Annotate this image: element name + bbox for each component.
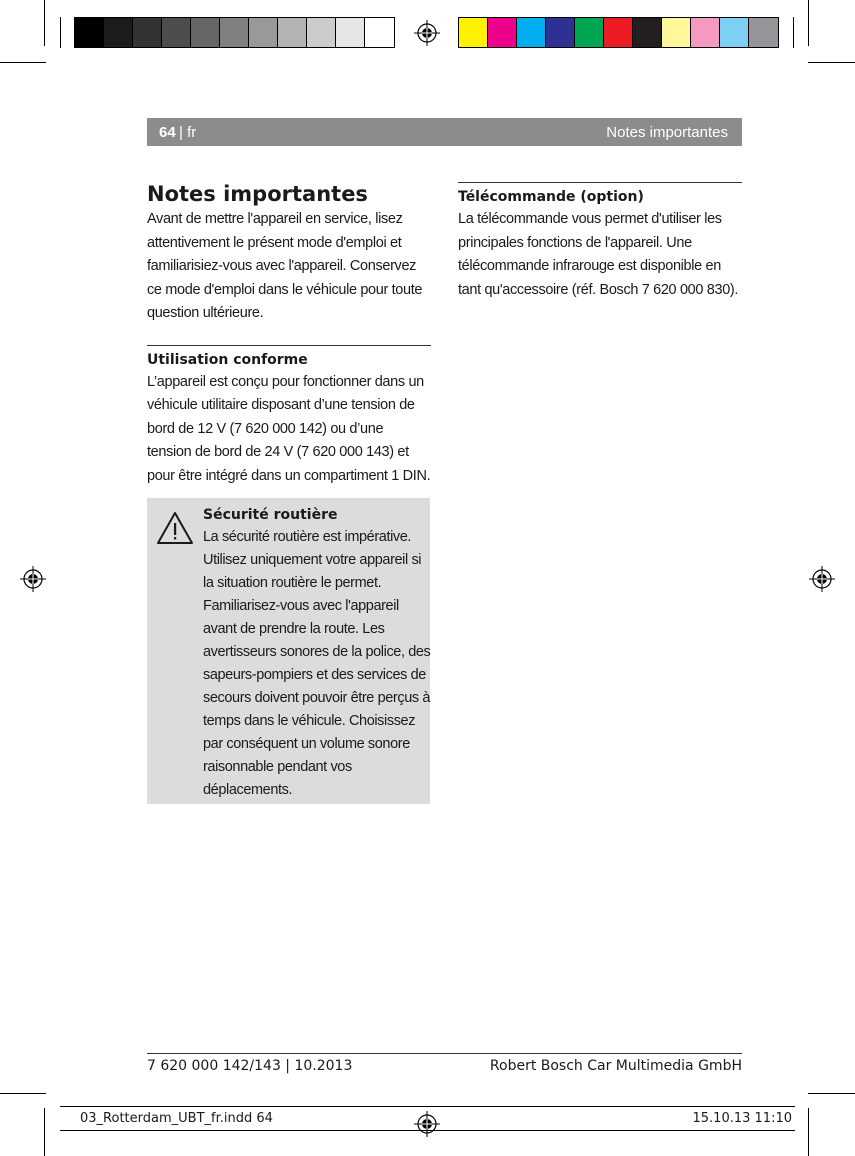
color-swatch xyxy=(459,18,488,47)
section-divider xyxy=(458,182,742,183)
footer-divider xyxy=(147,1053,742,1054)
slug-datetime: 15.10.13 11:10 xyxy=(692,1111,792,1126)
crop-mark xyxy=(0,62,46,63)
crop-mark xyxy=(0,1093,46,1094)
crop-mark xyxy=(808,1108,809,1156)
warning-text: La sécurité routière est impérative. Utilisez uniquement votre appareil si la situation routière le permet. Familiarisez-vous avec l'appareil avant de prendre la route. Les avertisseurs sonores de la police, des sapeurs-pompiers et des services de secours doivent pouvoir être perçus à temps dans le véhicule. Choisissez par conséquent un volume sonore raisonnable pendant vos déplacements. xyxy=(203,529,431,798)
crop-mark xyxy=(44,1108,45,1156)
color-swatch xyxy=(662,18,691,47)
color-swatch xyxy=(575,18,604,47)
color-swatch xyxy=(691,18,720,47)
color-swatch xyxy=(162,18,191,47)
page-number: 64 xyxy=(159,124,176,141)
warning-content xyxy=(203,504,433,802)
warning-title: Sécurité routière xyxy=(203,507,338,523)
page-header xyxy=(147,118,742,146)
page-title: Notes importantes xyxy=(147,182,368,206)
color-swatch xyxy=(191,18,220,47)
crop-mark xyxy=(60,17,61,48)
color-swatch xyxy=(749,18,778,47)
crop-mark xyxy=(808,1093,855,1094)
right-column xyxy=(458,182,742,302)
color-swatch xyxy=(249,18,278,47)
color-swatch xyxy=(278,18,307,47)
crop-mark xyxy=(808,0,809,46)
warning-triangle-icon xyxy=(155,510,195,546)
section-divider xyxy=(147,345,431,346)
color-swatch xyxy=(307,18,336,47)
color-swatch xyxy=(604,18,633,47)
color-swatch xyxy=(220,18,249,47)
crop-mark xyxy=(793,17,794,48)
gray-calibration-bar xyxy=(74,17,395,48)
color-calibration-bar xyxy=(458,17,779,48)
header-section-title: Notes importantes xyxy=(606,124,728,141)
registration-mark-icon xyxy=(20,566,46,592)
color-swatch xyxy=(75,18,104,47)
footer-company: Robert Bosch Car Multimedia GmbH xyxy=(489,1058,742,1074)
intro-paragraph: Avant de mettre l'appareil en service, lisez attentivement le présent mode d'emploi et familiarisiez-vous avec l'appareil. Conservez ce mode d'emploi dans le véhicule pour toute question ultérieure. xyxy=(147,211,423,321)
color-swatch xyxy=(336,18,365,47)
color-swatch xyxy=(546,18,575,47)
color-swatch xyxy=(104,18,133,47)
usage-heading: Utilisation conforme xyxy=(147,351,308,368)
color-swatch xyxy=(365,18,394,47)
color-swatch xyxy=(720,18,749,47)
color-swatch xyxy=(633,18,662,47)
slug-filename: 03_Rotterdam_UBT_fr.indd 64 xyxy=(80,1111,273,1126)
remote-heading: Télécommande (option) xyxy=(458,189,644,205)
usage-paragraph: L’appareil est conçu pour fonctionner dans un véhicule utilitaire disposant d’une tension de bord de 12 V (7 620 000 142) ou d’une tension de bord de 24 V (7 620 000 143) et pour être intégré dans un compartiment 1 DIN. xyxy=(147,373,431,484)
crop-mark xyxy=(44,0,45,46)
color-swatch xyxy=(133,18,162,47)
crop-mark xyxy=(808,62,855,63)
color-swatch xyxy=(488,18,517,47)
registration-mark-icon xyxy=(414,20,440,46)
warning-box xyxy=(147,498,430,804)
footer-reference: 7 620 000 142/143 | 10.2013 xyxy=(147,1058,353,1074)
registration-mark-icon xyxy=(809,566,835,592)
left-column xyxy=(147,180,431,488)
language-label: | fr xyxy=(179,124,197,141)
color-swatch xyxy=(517,18,546,47)
remote-paragraph: La télécommande vous permet d'utiliser les principales fonctions de l'appareil. Une télécommande infrarouge est disponible en tant qu'accessoire (réf. Bosch 7 620 000 830). xyxy=(458,211,739,298)
